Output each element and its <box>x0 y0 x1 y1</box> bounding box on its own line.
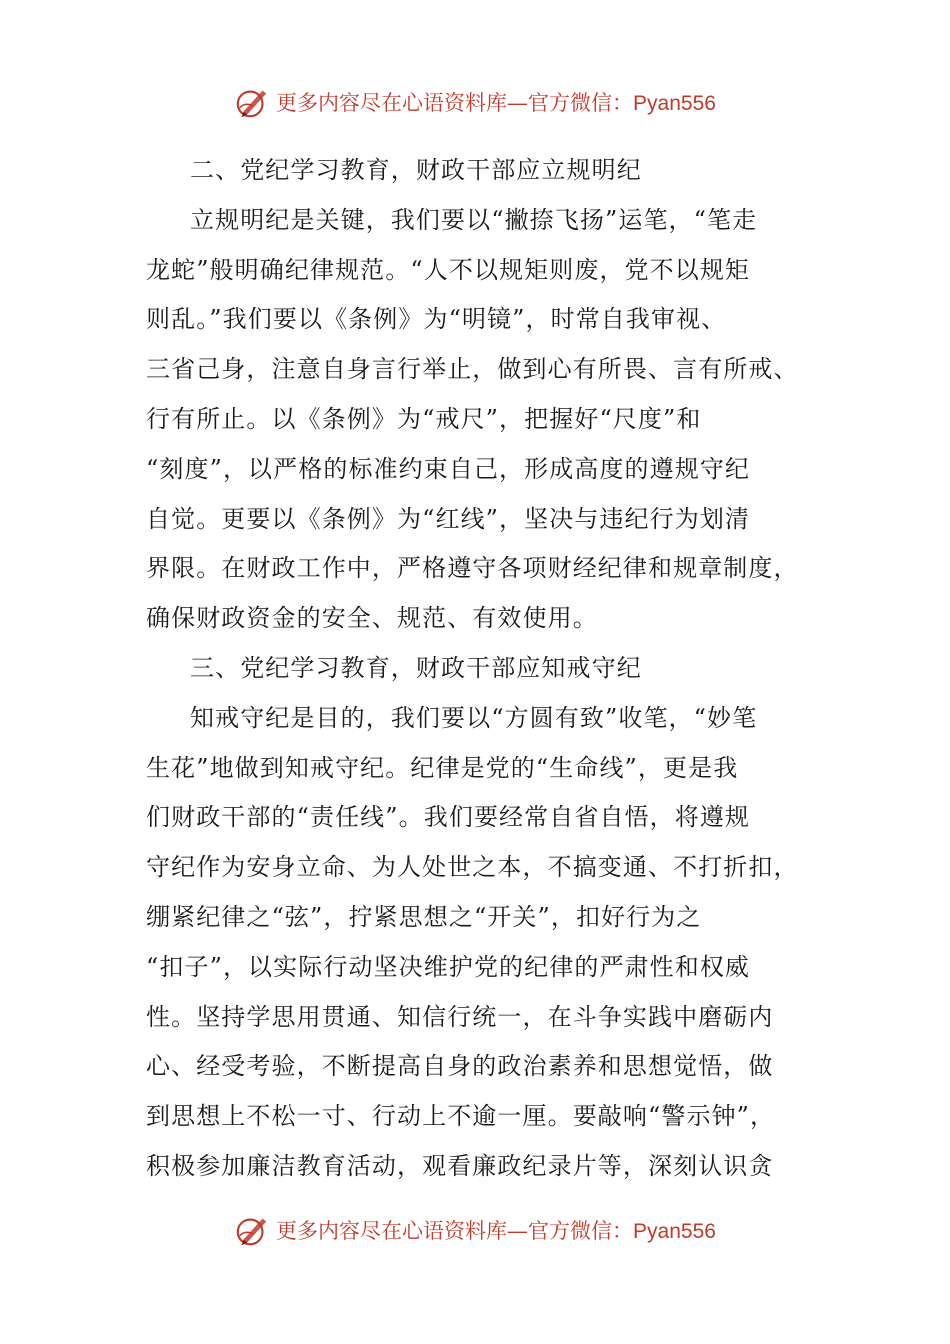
paragraph-line: 三省己身，注意自身言行举止，做到心有所畏、言有所戒、 <box>146 355 799 384</box>
paragraph-line: 自觉。更要以《条例》为“红线”，坚决与违纪行为划清 <box>146 504 751 533</box>
paragraph-line: 们财政干部的“责任线”。我们要经常自省自悟，将遵规 <box>146 803 751 832</box>
paragraph-line: 到思想上不松一寸、行动上不逾一厘。要敲响“警示钟”， <box>146 1102 776 1131</box>
paragraph-line: “刻度”，以严格的标准约束自己，形成高度的遵规守纪 <box>146 454 751 483</box>
paragraph-line: 生花”地做到知戒守纪。纪律是党的“生命线”，更是我 <box>146 753 739 782</box>
watermark-wechat-id: Pyan556 <box>633 1220 716 1243</box>
paragraph-line: 性。坚持学思用贯通、知信行统一，在斗争实践中磨砺内 <box>146 1002 774 1031</box>
paragraph-line: 心、经受考验，不断提高自身的政治素养和思想觉悟，做 <box>146 1052 774 1081</box>
paragraph-line: 立规明纪是关键，我们要以“撇捺飞扬”运笔，“笔走 <box>190 205 758 234</box>
watermark-text: 更多内容尽在心语资料库—官方微信：Pyan556 <box>276 91 716 115</box>
watermark-wechat-id: Pyan556 <box>633 92 716 115</box>
paragraph-line: 知戒守纪是目的，我们要以“方圆有致”收笔，“妙笔 <box>190 703 758 732</box>
header-watermark <box>0 82 950 122</box>
paragraph-line: “扣子”，以实际行动坚决维护党的纪律的严肃性和权威 <box>146 952 751 981</box>
paragraph-line: 界限。在财政工作中，严格遵守各项财经纪律和规章制度， <box>146 554 799 583</box>
paragraph-line: 龙蛇”般明确纪律规范。“人不以规矩则废，党不以规矩 <box>146 255 751 284</box>
document-body <box>146 146 806 1192</box>
section-heading: 三、党纪学习教育，财政干部应知戒守纪 <box>190 653 642 682</box>
pen-circle-logo-icon <box>234 83 272 121</box>
paragraph-line: 则乱。”我们要以《条例》为“明镜”，时常自我审视、 <box>146 305 727 334</box>
pen-circle-logo-icon <box>234 1211 272 1249</box>
section-heading: 二、党纪学习教育，财政干部应立规明纪 <box>190 156 642 184</box>
paragraph-line: 绷紧纪律之“弦”，拧紧思想之“开关”，扣好行为之 <box>146 902 702 931</box>
paragraph-line: 积极参加廉洁教育活动，观看廉政纪录片等，深刻认识贪 <box>146 1151 774 1180</box>
paragraph-line: 确保财政资金的安全、规范、有效使用。 <box>146 604 598 633</box>
footer-watermark <box>0 1210 950 1250</box>
paragraph-line: 行有所止。以《条例》为“戒尺”，把握好“尺度”和 <box>146 404 702 433</box>
paragraph-line: 守纪作为安身立命、为人处世之本，不搞变通、不打折扣， <box>146 853 799 882</box>
watermark-text: 更多内容尽在心语资料库—官方微信：Pyan556 <box>276 1219 716 1243</box>
